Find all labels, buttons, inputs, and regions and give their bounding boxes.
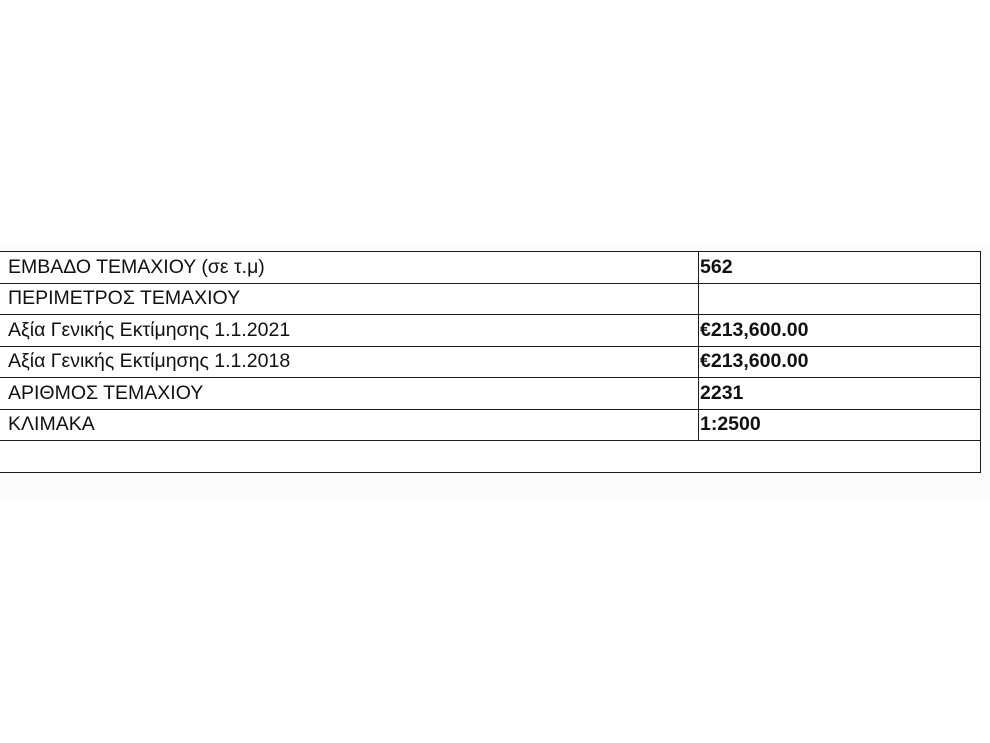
- row-label: ΠΕΡΙΜΕΤΡΟΣ ΤΕΜΑΧΙΟΥ: [0, 283, 699, 315]
- row-value: €213,600.00: [699, 346, 981, 378]
- table-row-valuation-2018: [0, 346, 981, 378]
- row-label: Αξία Γενικής Εκτίμησης 1.1.2021: [0, 315, 699, 347]
- table-row-valuation-2021: [0, 315, 981, 347]
- row-value: 1:2500: [699, 409, 981, 441]
- row-label: ΚΛΙΜΑΚΑ: [0, 409, 699, 441]
- table-row-perimeter: [0, 283, 981, 315]
- row-label: ΕΜΒΑΔΟ ΤΕΜΑΧΙΟΥ (σε τ.μ): [0, 252, 699, 284]
- table-row-scale: [0, 409, 981, 441]
- empty-row-cell: [0, 441, 981, 473]
- row-value: 2231: [699, 378, 981, 410]
- row-value: €213,600.00: [699, 315, 981, 347]
- table-row-plot-number: [0, 378, 981, 410]
- row-label: Αξία Γενικής Εκτίμησης 1.1.2018: [0, 346, 699, 378]
- row-value: [699, 283, 981, 315]
- row-label: ΑΡΙΘΜΟΣ ΤΕΜΑΧΙΟΥ: [0, 378, 699, 410]
- row-value: 562: [699, 252, 981, 284]
- table-row-empty: [0, 441, 981, 473]
- property-details-table: [0, 251, 981, 473]
- table-row-area: [0, 252, 981, 284]
